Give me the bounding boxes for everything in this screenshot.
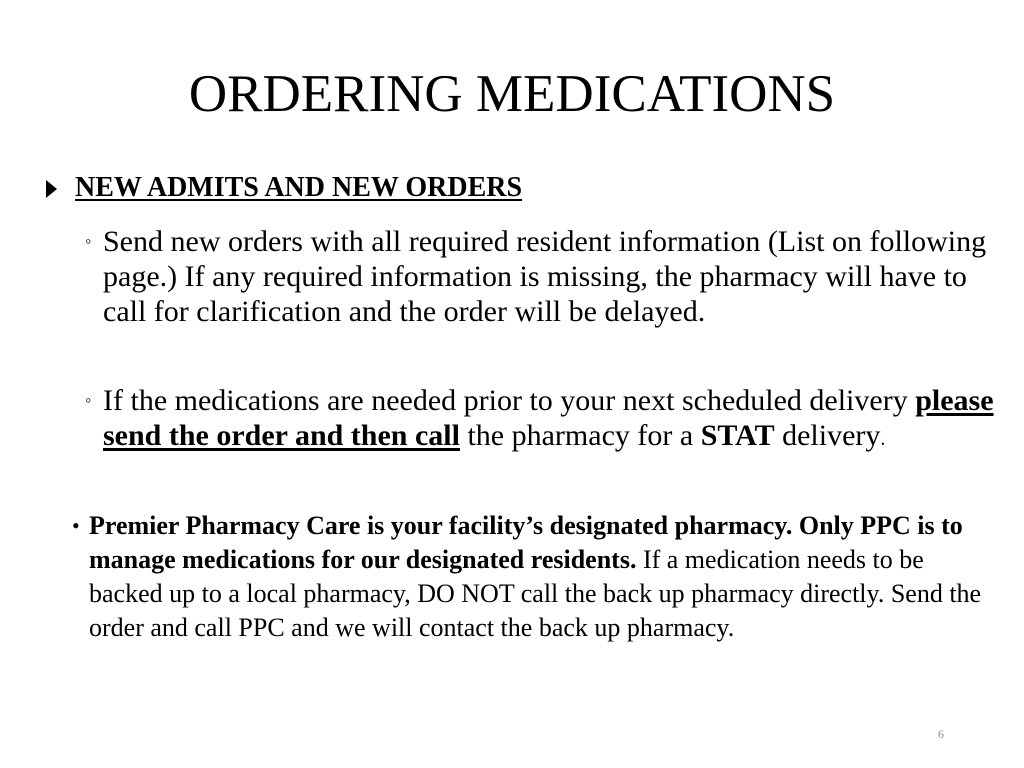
section-heading: NEW ADMITS AND NEW ORDERS — [75, 172, 523, 203]
period: . — [880, 428, 886, 450]
notice-bold-text: Premier Pharmacy Care is your facility’s designated pharmacy. Only PPC is to manage medications for our designated residents. — [89, 511, 963, 574]
circle-bullet-icon: ◦ — [85, 231, 92, 251]
notice-text: If a medication needs to be backed up to a local pharmacy, DO NOT call the back up pharmacy directly. Send the order and call PPC and we will contact the back up pharmacy. — [89, 545, 982, 642]
emphasis-text: please send the order and then call — [103, 384, 994, 452]
sub-bullet-text: Send new orders with all required resident information (List on following page.) If any required information is missing, the pharmacy will have to call for clarification and the order will be delayed. — [103, 225, 987, 328]
stat-label: STAT — [700, 419, 775, 452]
slide-title: ORDERING MEDICATIONS — [188, 65, 836, 123]
triangle-bullet-icon — [46, 180, 57, 198]
sub-bullet-text: If the medications are needed prior to your next scheduled delivery — [103, 384, 916, 417]
dot-bullet-icon: • — [72, 513, 80, 538]
sub-bullet-text-continued: the pharmacy for a — [459, 419, 701, 452]
sub-bullet-send-orders — [85, 224, 1003, 329]
sub-bullet-text-end: delivery — [774, 419, 881, 452]
section-heading-item — [75, 170, 995, 206]
page-number: 6 — [938, 727, 944, 741]
sub-bullet-stat-delivery — [85, 383, 1003, 457]
pharmacy-notice — [72, 509, 994, 645]
circle-bullet-icon: ◦ — [85, 390, 92, 410]
